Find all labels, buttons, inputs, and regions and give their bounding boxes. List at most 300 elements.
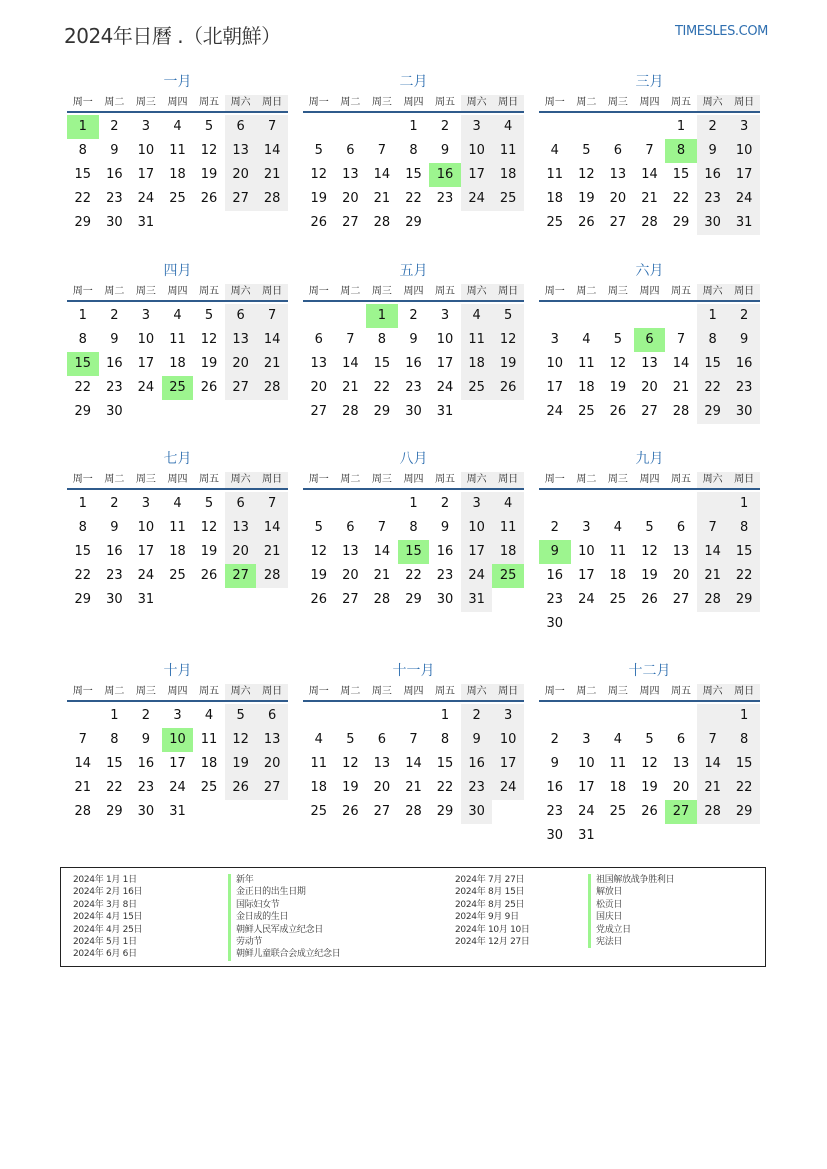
day-cell: 12	[641, 756, 658, 771]
weekday-label: 周五	[435, 286, 456, 297]
day-cell: 7	[377, 520, 387, 535]
legend-holiday-date: 2024年 10月 10日	[455, 924, 530, 935]
holiday-day-cell: 9	[539, 540, 571, 564]
weekday-header	[67, 95, 288, 113]
day-cell: 27	[256, 776, 288, 800]
day-cell: 9	[110, 520, 119, 535]
weekday-label: 周五	[199, 474, 220, 485]
holiday-day-cell: 1	[67, 115, 99, 139]
day-cell: 11	[578, 356, 595, 371]
day-cell: 8	[78, 520, 87, 535]
weekday-label: 周日	[256, 684, 288, 700]
month-block	[303, 450, 524, 612]
day-cell: 18	[546, 191, 564, 206]
day-cell: 28	[672, 404, 690, 419]
day-cell: 28	[405, 804, 422, 819]
day-cell: 30	[546, 828, 564, 843]
empty-cell	[335, 304, 367, 328]
weekday-label: 周一	[72, 286, 93, 297]
day-cell: 29	[728, 800, 760, 824]
day-cell: 23	[106, 380, 123, 395]
weekday-header	[67, 284, 288, 302]
day-cell: 10	[137, 143, 155, 158]
day-cell: 15	[106, 756, 123, 771]
day-cell: 4	[582, 332, 591, 347]
weekday-label: 周四	[403, 286, 424, 297]
day-cell: 5	[204, 308, 214, 323]
month-block	[539, 450, 760, 636]
day-cell: 22	[74, 380, 92, 395]
day-cell: 20	[342, 191, 359, 206]
day-cell: 12	[310, 167, 328, 182]
empty-cell	[634, 304, 666, 328]
day-cell: 12	[200, 520, 218, 535]
day-cell: 30	[137, 804, 155, 819]
day-cell: 23	[697, 187, 729, 211]
weekday-label: 周二	[340, 474, 361, 485]
weekday-label: 周一	[72, 474, 93, 485]
weekday-label: 周三	[135, 474, 156, 485]
day-cell: 24	[169, 780, 186, 795]
day-cell: 25	[492, 187, 524, 211]
day-cell: 23	[546, 592, 564, 607]
day-cell: 4	[613, 732, 623, 747]
day-cell: 2	[728, 304, 760, 328]
legend-holiday-date: 2024年 8月 15日	[455, 887, 525, 898]
day-cell: 14	[672, 356, 690, 371]
empty-cell	[697, 492, 729, 516]
weekday-label: 周四	[403, 474, 424, 485]
day-cell: 7	[78, 732, 87, 747]
month-title: 二月	[399, 74, 428, 90]
day-cell: 6	[676, 732, 686, 747]
legend-right-dates	[455, 874, 530, 948]
holiday-day-cell: 15	[67, 352, 99, 376]
day-cell: 5	[613, 332, 623, 347]
day-cell: 18	[169, 167, 186, 182]
day-cell: 1	[78, 308, 87, 323]
day-cell: 8	[110, 732, 119, 747]
day-cell: 31	[137, 592, 155, 607]
weekday-label: 周二	[104, 474, 125, 485]
month-title: 三月	[635, 74, 664, 90]
weekday-label: 周一	[308, 474, 329, 485]
day-cell: 12	[200, 143, 218, 158]
day-cell: 10	[492, 728, 524, 752]
day-cell: 7	[697, 516, 729, 540]
day-cell: 17	[137, 167, 155, 182]
day-cell: 1	[440, 708, 450, 723]
day-cell: 20	[373, 780, 391, 795]
day-cell: 28	[74, 804, 92, 819]
day-cell: 25	[169, 191, 186, 206]
day-cell: 17	[578, 568, 595, 583]
day-cell: 14	[256, 516, 288, 540]
day-cell: 29	[697, 400, 729, 424]
month-title: 四月	[163, 263, 192, 279]
month-block	[303, 73, 524, 235]
empty-cell	[366, 115, 398, 139]
empty-cell	[303, 304, 335, 328]
day-cell: 20	[672, 780, 690, 795]
day-cell: 28	[256, 187, 288, 211]
day-cell: 27	[609, 215, 627, 230]
day-cell: 19	[310, 568, 328, 583]
day-cell: 14	[697, 752, 729, 776]
weekday-label: 周一	[72, 97, 93, 108]
weekday-label: 周二	[104, 97, 125, 108]
weekday-label: 周六	[461, 472, 493, 488]
weekday-label: 周一	[544, 474, 565, 485]
weekday-header	[303, 684, 524, 702]
day-cell: 3	[728, 115, 760, 139]
day-cell: 23	[546, 804, 564, 819]
legend-left-names	[228, 874, 340, 961]
day-cell: 20	[256, 752, 288, 776]
day-cell: 25	[609, 804, 627, 819]
day-cell: 26	[225, 776, 257, 800]
day-cell: 13	[256, 728, 288, 752]
day-cell: 1	[676, 119, 686, 134]
weekday-label: 周一	[308, 686, 329, 697]
day-cell: 17	[461, 540, 493, 564]
holiday-day-cell: 27	[665, 800, 697, 824]
day-cell: 3	[461, 115, 493, 139]
month-block	[67, 73, 288, 235]
day-cell: 11	[546, 167, 564, 182]
legend-holiday-name: 宪法日	[588, 936, 674, 948]
day-cell: 25	[169, 568, 186, 583]
day-cell: 16	[728, 352, 760, 376]
day-cell: 15	[74, 167, 92, 182]
day-cell: 30	[436, 592, 454, 607]
day-grid	[539, 115, 760, 235]
weekday-label: 周三	[135, 286, 156, 297]
day-cell: 23	[461, 776, 493, 800]
legend-holiday-name: 金日成的生日	[228, 911, 340, 923]
empty-cell	[571, 492, 603, 516]
weekday-label: 周五	[435, 97, 456, 108]
legend-holiday-name: 朝鲜儿童联合会成立纪念日	[228, 948, 340, 960]
day-cell: 27	[225, 376, 257, 400]
day-cell: 25	[461, 376, 493, 400]
day-cell: 6	[676, 520, 686, 535]
day-cell: 3	[141, 308, 151, 323]
day-cell: 12	[578, 167, 595, 182]
day-cell: 23	[137, 780, 155, 795]
day-cell: 21	[256, 540, 288, 564]
day-cell: 22	[436, 780, 454, 795]
day-cell: 2	[409, 308, 418, 323]
weekday-label: 周一	[544, 686, 565, 697]
day-cell: 31	[728, 211, 760, 235]
day-grid	[539, 492, 760, 636]
weekday-label: 周日	[492, 472, 524, 488]
day-cell: 5	[492, 304, 524, 328]
empty-cell	[602, 115, 634, 139]
empty-cell	[539, 492, 571, 516]
empty-cell	[634, 492, 666, 516]
day-cell: 24	[492, 776, 524, 800]
empty-cell	[303, 704, 335, 728]
weekday-label: 周五	[435, 474, 456, 485]
weekday-header	[539, 472, 760, 490]
day-cell: 6	[225, 115, 257, 139]
legend-left-dates	[73, 874, 142, 961]
legend-holiday-date: 2024年 7月 27日	[455, 875, 525, 885]
day-cell: 27	[310, 404, 328, 419]
weekday-label: 周四	[167, 474, 188, 485]
day-cell: 19	[200, 544, 218, 559]
weekday-label: 周三	[607, 474, 628, 485]
weekday-label: 周六	[697, 95, 729, 111]
holiday-day-cell: 25	[162, 376, 194, 400]
day-cell: 10	[461, 139, 493, 163]
day-cell: 4	[173, 308, 182, 323]
day-cell: 19	[200, 356, 218, 371]
day-cell: 21	[672, 380, 690, 395]
weekday-label: 周日	[492, 95, 524, 111]
day-grid	[303, 704, 524, 824]
weekday-header	[539, 684, 760, 702]
weekday-label: 周三	[135, 97, 156, 108]
day-cell: 20	[225, 352, 257, 376]
page-title: 2024年日曆 .（北朝鮮）	[64, 24, 281, 48]
day-cell: 1	[409, 119, 418, 134]
month-block	[67, 262, 288, 424]
day-cell: 11	[169, 332, 186, 347]
legend-holiday-name: 党成立日	[588, 924, 674, 936]
month-block	[539, 262, 760, 424]
day-cell: 19	[342, 780, 359, 795]
weekday-label: 周四	[167, 97, 188, 108]
day-cell: 5	[645, 520, 654, 535]
day-cell: 18	[169, 544, 186, 559]
day-cell: 2	[110, 496, 119, 511]
legend-holiday-name: 新年	[228, 874, 340, 886]
day-grid	[67, 704, 288, 824]
day-cell: 1	[409, 496, 418, 511]
holiday-day-cell: 1	[366, 304, 398, 328]
day-cell: 23	[436, 568, 454, 583]
weekday-label: 周五	[199, 686, 220, 697]
day-cell: 28	[373, 592, 391, 607]
day-cell: 25	[310, 804, 328, 819]
day-cell: 10	[728, 139, 760, 163]
day-cell: 14	[373, 167, 391, 182]
day-cell: 9	[110, 143, 119, 158]
day-cell: 28	[256, 564, 288, 588]
month-title: 十月	[163, 663, 192, 679]
day-cell: 5	[204, 119, 214, 134]
day-cell: 19	[641, 780, 658, 795]
day-cell: 15	[373, 356, 391, 371]
day-cell: 15	[728, 752, 760, 776]
day-cell: 7	[409, 732, 418, 747]
weekday-header	[67, 472, 288, 490]
day-cell: 20	[609, 191, 627, 206]
day-cell: 7	[256, 304, 288, 328]
month-block	[67, 450, 288, 612]
day-cell: 6	[346, 143, 355, 158]
day-cell: 13	[672, 544, 690, 559]
month-title: 八月	[399, 451, 428, 467]
day-cell: 17	[436, 356, 454, 371]
weekday-label: 周日	[728, 284, 760, 300]
day-cell: 5	[204, 496, 214, 511]
day-cell: 3	[582, 520, 591, 535]
weekday-label: 周日	[728, 95, 760, 111]
weekday-label: 周一	[544, 97, 565, 108]
day-cell: 3	[141, 119, 151, 134]
day-grid	[67, 115, 288, 235]
day-cell: 6	[225, 304, 257, 328]
day-cell: 27	[373, 804, 391, 819]
empty-cell	[571, 704, 603, 728]
day-cell: 13	[225, 516, 257, 540]
legend-holiday-date: 2024年 3月 8日	[73, 899, 137, 910]
day-cell: 30	[461, 800, 493, 824]
legend-holiday-date: 2024年 4月 15日	[73, 912, 143, 923]
weekday-label: 周日	[256, 284, 288, 300]
holiday-day-cell: 16	[429, 163, 461, 187]
day-cell: 10	[461, 516, 493, 540]
day-grid	[539, 304, 760, 424]
empty-cell	[539, 304, 571, 328]
weekday-label: 周二	[576, 286, 597, 297]
day-cell: 15	[697, 352, 729, 376]
month-block	[303, 662, 524, 824]
day-cell: 29	[106, 804, 123, 819]
day-cell: 3	[492, 704, 524, 728]
day-cell: 21	[373, 568, 391, 583]
day-cell: 21	[256, 163, 288, 187]
day-cell: 14	[256, 328, 288, 352]
day-cell: 4	[492, 492, 524, 516]
empty-cell	[366, 704, 398, 728]
day-cell: 7	[377, 143, 387, 158]
day-cell: 11	[461, 328, 493, 352]
empty-cell	[398, 704, 430, 728]
legend-holiday-date: 2024年 2月 16日	[73, 887, 143, 898]
day-cell: 4	[550, 143, 559, 158]
day-cell: 31	[137, 215, 155, 230]
weekday-label: 周四	[639, 286, 660, 297]
day-cell: 16	[106, 167, 123, 182]
day-cell: 18	[609, 780, 627, 795]
weekday-label: 周日	[256, 472, 288, 488]
day-cell: 16	[546, 780, 564, 795]
weekday-label: 周一	[544, 286, 565, 297]
month-title: 五月	[399, 263, 428, 279]
day-cell: 12	[200, 332, 218, 347]
weekday-label: 周四	[639, 474, 660, 485]
legend-holiday-date: 2024年 9月 9日	[455, 912, 519, 923]
weekday-label: 周六	[697, 684, 729, 700]
day-cell: 21	[256, 352, 288, 376]
day-cell: 9	[440, 143, 450, 158]
day-cell: 15	[672, 167, 690, 182]
day-cell: 18	[200, 756, 218, 771]
day-cell: 26	[578, 215, 595, 230]
day-cell: 28	[342, 404, 359, 419]
day-cell: 21	[697, 776, 729, 800]
weekday-label: 周三	[607, 286, 628, 297]
weekday-label: 周三	[371, 474, 392, 485]
day-cell: 22	[373, 380, 391, 395]
day-cell: 30	[728, 400, 760, 424]
day-cell: 19	[578, 191, 595, 206]
weekday-header	[303, 95, 524, 113]
day-cell: 11	[169, 520, 186, 535]
day-cell: 7	[256, 492, 288, 516]
weekday-label: 周四	[639, 97, 660, 108]
day-cell: 27	[342, 592, 359, 607]
weekday-label: 周二	[576, 686, 597, 697]
month-title: 十二月	[628, 663, 671, 679]
day-cell: 12	[609, 356, 627, 371]
day-cell: 3	[461, 492, 493, 516]
empty-cell	[366, 492, 398, 516]
day-cell: 23	[436, 191, 454, 206]
weekday-label: 周五	[671, 286, 692, 297]
day-cell: 24	[461, 187, 493, 211]
day-cell: 25	[578, 404, 595, 419]
day-cell: 4	[204, 708, 214, 723]
day-cell: 22	[74, 568, 92, 583]
day-cell: 4	[492, 115, 524, 139]
weekday-label: 周四	[639, 686, 660, 697]
holiday-day-cell: 25	[492, 564, 524, 588]
day-cell: 10	[546, 356, 564, 371]
day-cell: 21	[373, 191, 391, 206]
empty-cell	[571, 304, 603, 328]
day-cell: 20	[641, 380, 658, 395]
weekday-label: 周三	[371, 286, 392, 297]
day-cell: 18	[609, 568, 627, 583]
weekday-label: 周六	[225, 95, 257, 111]
day-cell: 14	[342, 356, 359, 371]
day-cell: 27	[225, 187, 257, 211]
day-cell: 25	[609, 592, 627, 607]
day-cell: 15	[74, 544, 92, 559]
holiday-day-cell: 8	[665, 139, 697, 163]
day-cell: 27	[342, 215, 359, 230]
day-cell: 28	[697, 588, 729, 612]
weekday-label: 周四	[403, 97, 424, 108]
day-cell: 22	[728, 564, 760, 588]
weekday-label: 周三	[135, 686, 156, 697]
weekday-label: 周六	[697, 284, 729, 300]
day-cell: 22	[74, 191, 92, 206]
day-cell: 19	[200, 167, 218, 182]
day-cell: 3	[141, 496, 151, 511]
day-cell: 31	[169, 804, 186, 819]
day-cell: 10	[137, 520, 155, 535]
day-cell: 6	[346, 520, 355, 535]
day-cell: 12	[225, 728, 257, 752]
day-cell: 29	[436, 804, 454, 819]
day-cell: 9	[697, 139, 729, 163]
day-cell: 5	[225, 704, 257, 728]
site-link[interactable]: TIMESLES.COM	[674, 24, 768, 39]
day-cell: 30	[106, 215, 123, 230]
weekday-label: 周二	[340, 97, 361, 108]
day-cell: 8	[728, 728, 760, 752]
weekday-header	[303, 284, 524, 302]
day-cell: 30	[697, 211, 729, 235]
day-cell: 10	[578, 544, 595, 559]
